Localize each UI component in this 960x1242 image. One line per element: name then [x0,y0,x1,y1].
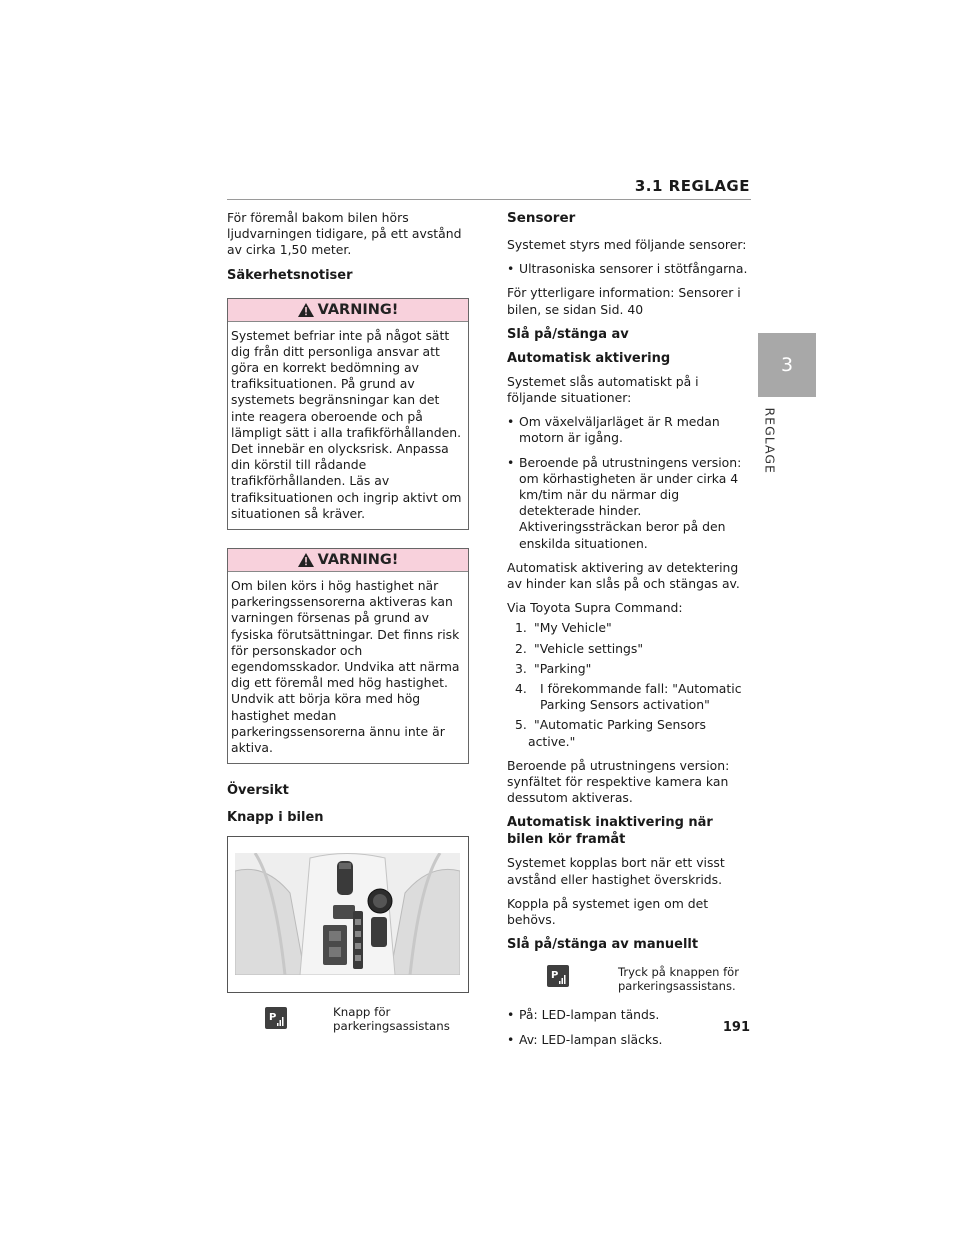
reenable-text: Koppla på systemet igen om det behövs. [507,895,709,928]
steps-list [515,620,751,749]
sensors-reference: För ytterligare information: Sensorer i bilen, se sidan Sid. 40 [507,285,741,317]
step-text: "Vehicle settings" [534,640,644,656]
step-item [515,681,751,713]
warning-text: Om bilen körs i hög hastighet när parkeringssensorerna aktiveras kan varningen försenas på grund av fysiska förutsättningar. Det finns risk för personskador och egendomsskador. Undvika att närma dig ett föremål med hög hastighet. Undvik att börja köra med hög hastighet medan parkeringssensorerna ännu inte är aktiva. [231,578,460,756]
list-item: • Av: LED-lampan släcks. [507,1032,751,1048]
step-text: "Parking" [534,660,592,676]
step-text: "Automatic Parking Sensors active." [528,717,706,749]
list-item: • På: LED-lampan tänds. [507,1007,751,1023]
step-number: 3. [515,660,527,676]
auto-deactivation-text: Systemet kopplas bort när ett visst avstånd eller hastighet överskrids. [507,855,725,887]
sensors-intro: Systemet styrs med följande sensorer: [507,237,747,252]
center-console-illustration [235,853,460,975]
sensor-waves-icon [559,975,566,984]
parking-icon-letter: P [269,1012,277,1024]
manual-instruction-row [547,965,751,993]
warning-box-1 [227,298,469,530]
auto-activation-intro: Systemet slås automatiskt på i följande situationer: [507,373,699,406]
auto-deactivation-heading: Automatisk inaktivering när bilen kör framåt [507,815,713,848]
led-status-list [507,1007,751,1047]
warning-header [228,549,468,572]
auto-activation-list [507,414,751,552]
manual-instruction: Tryck på knappen för parkeringsassistans. [618,965,739,994]
section-title: 3.1 REGLAGE [634,177,750,195]
chapter-label: REGLAGE [762,407,778,474]
sensors-list [507,261,751,277]
right-column [507,210,751,1056]
legend-label: Knapp för parkeringsassistans [333,1005,450,1034]
step-item [515,620,751,636]
chapter-tab-label-container [762,407,778,474]
step-number: 4. [515,681,527,697]
intro-paragraph: För föremål bakom bilen hörs ljudvarningen tidigare, på ett avstånd av cirka 1,50 meter. [227,210,462,258]
list-item: • Beroende på utrustningens version: om körhastigheten är under cirka 4 km/tim när du närmar dig detekterade hinder. Aktiveringssträckan beror på den enskilda situationen. [507,455,751,552]
warning-triangle-icon [298,553,314,567]
sensors-heading: Sensorer [507,210,576,226]
parking-icon-letter: P [551,970,559,982]
warning-header [228,299,468,322]
onoff-heading: Slå på/stänga av [507,326,629,342]
warning-triangle-icon [298,303,314,317]
legend-row [265,1005,469,1033]
version-note: Beroende på utrustningens version: synfältet för respektive kamera kan dessutom aktiveras. [507,757,730,806]
page-number: 191 [722,1020,750,1035]
step-item [515,717,751,749]
auto-activation-heading: Automatisk aktivering [507,350,671,366]
warning-title: VARNING! [317,301,399,318]
step-number: 1. [515,620,527,636]
warning-box-2 [227,548,469,764]
via-command: Via Toyota Supra Command: [507,600,683,616]
list-item: • Ultrasoniska sensorer i stötfångarna. [507,261,751,277]
step-text: I förekommande fall: "Automatic Parking Sensors activation" [540,681,742,713]
chapter-tab [758,333,816,397]
sensor-waves-icon [277,1017,284,1026]
warning-text: Systemet befriar inte på något sätt dig från ditt personliga ansvar att göra en korrekt bedömning av trafiksituationen. På grund av systemets begränsningar kan det inte reagera oberoende och på lämpligt sätt i alla trafikförhållanden. Det innebär en olycksrisk. Anpassa din körstil till rådande trafikförhållanden. Läs av trafiksituationen och ingrip aktivt om situationen så kräver. [231,327,462,521]
step-number: 2. [515,640,527,656]
chapter-number: 3 [780,354,794,376]
step-number: 5. [515,717,527,733]
button-heading: Knapp i bilen [227,810,324,826]
list-item: • Om växelväljarläget är R medan motorn är igång. [507,414,751,446]
step-item [515,661,751,677]
center-console-figure [227,836,469,993]
step-item [515,641,751,657]
step-text: "My Vehicle" [534,620,612,636]
warning-title: VARNING! [317,551,399,568]
header-divider [227,199,751,200]
parking-assist-icon [547,965,569,987]
left-column [227,210,469,1033]
parking-assist-icon [265,1007,287,1029]
manual-heading: Slå på/stänga av manuellt [507,937,699,953]
overview-heading: Översikt [227,783,289,799]
safety-heading: Säkerhetsnotiser [227,267,353,283]
auto-activation-note: Automatisk aktivering av detektering av hinder kan slås på och stängas av. [507,559,740,592]
